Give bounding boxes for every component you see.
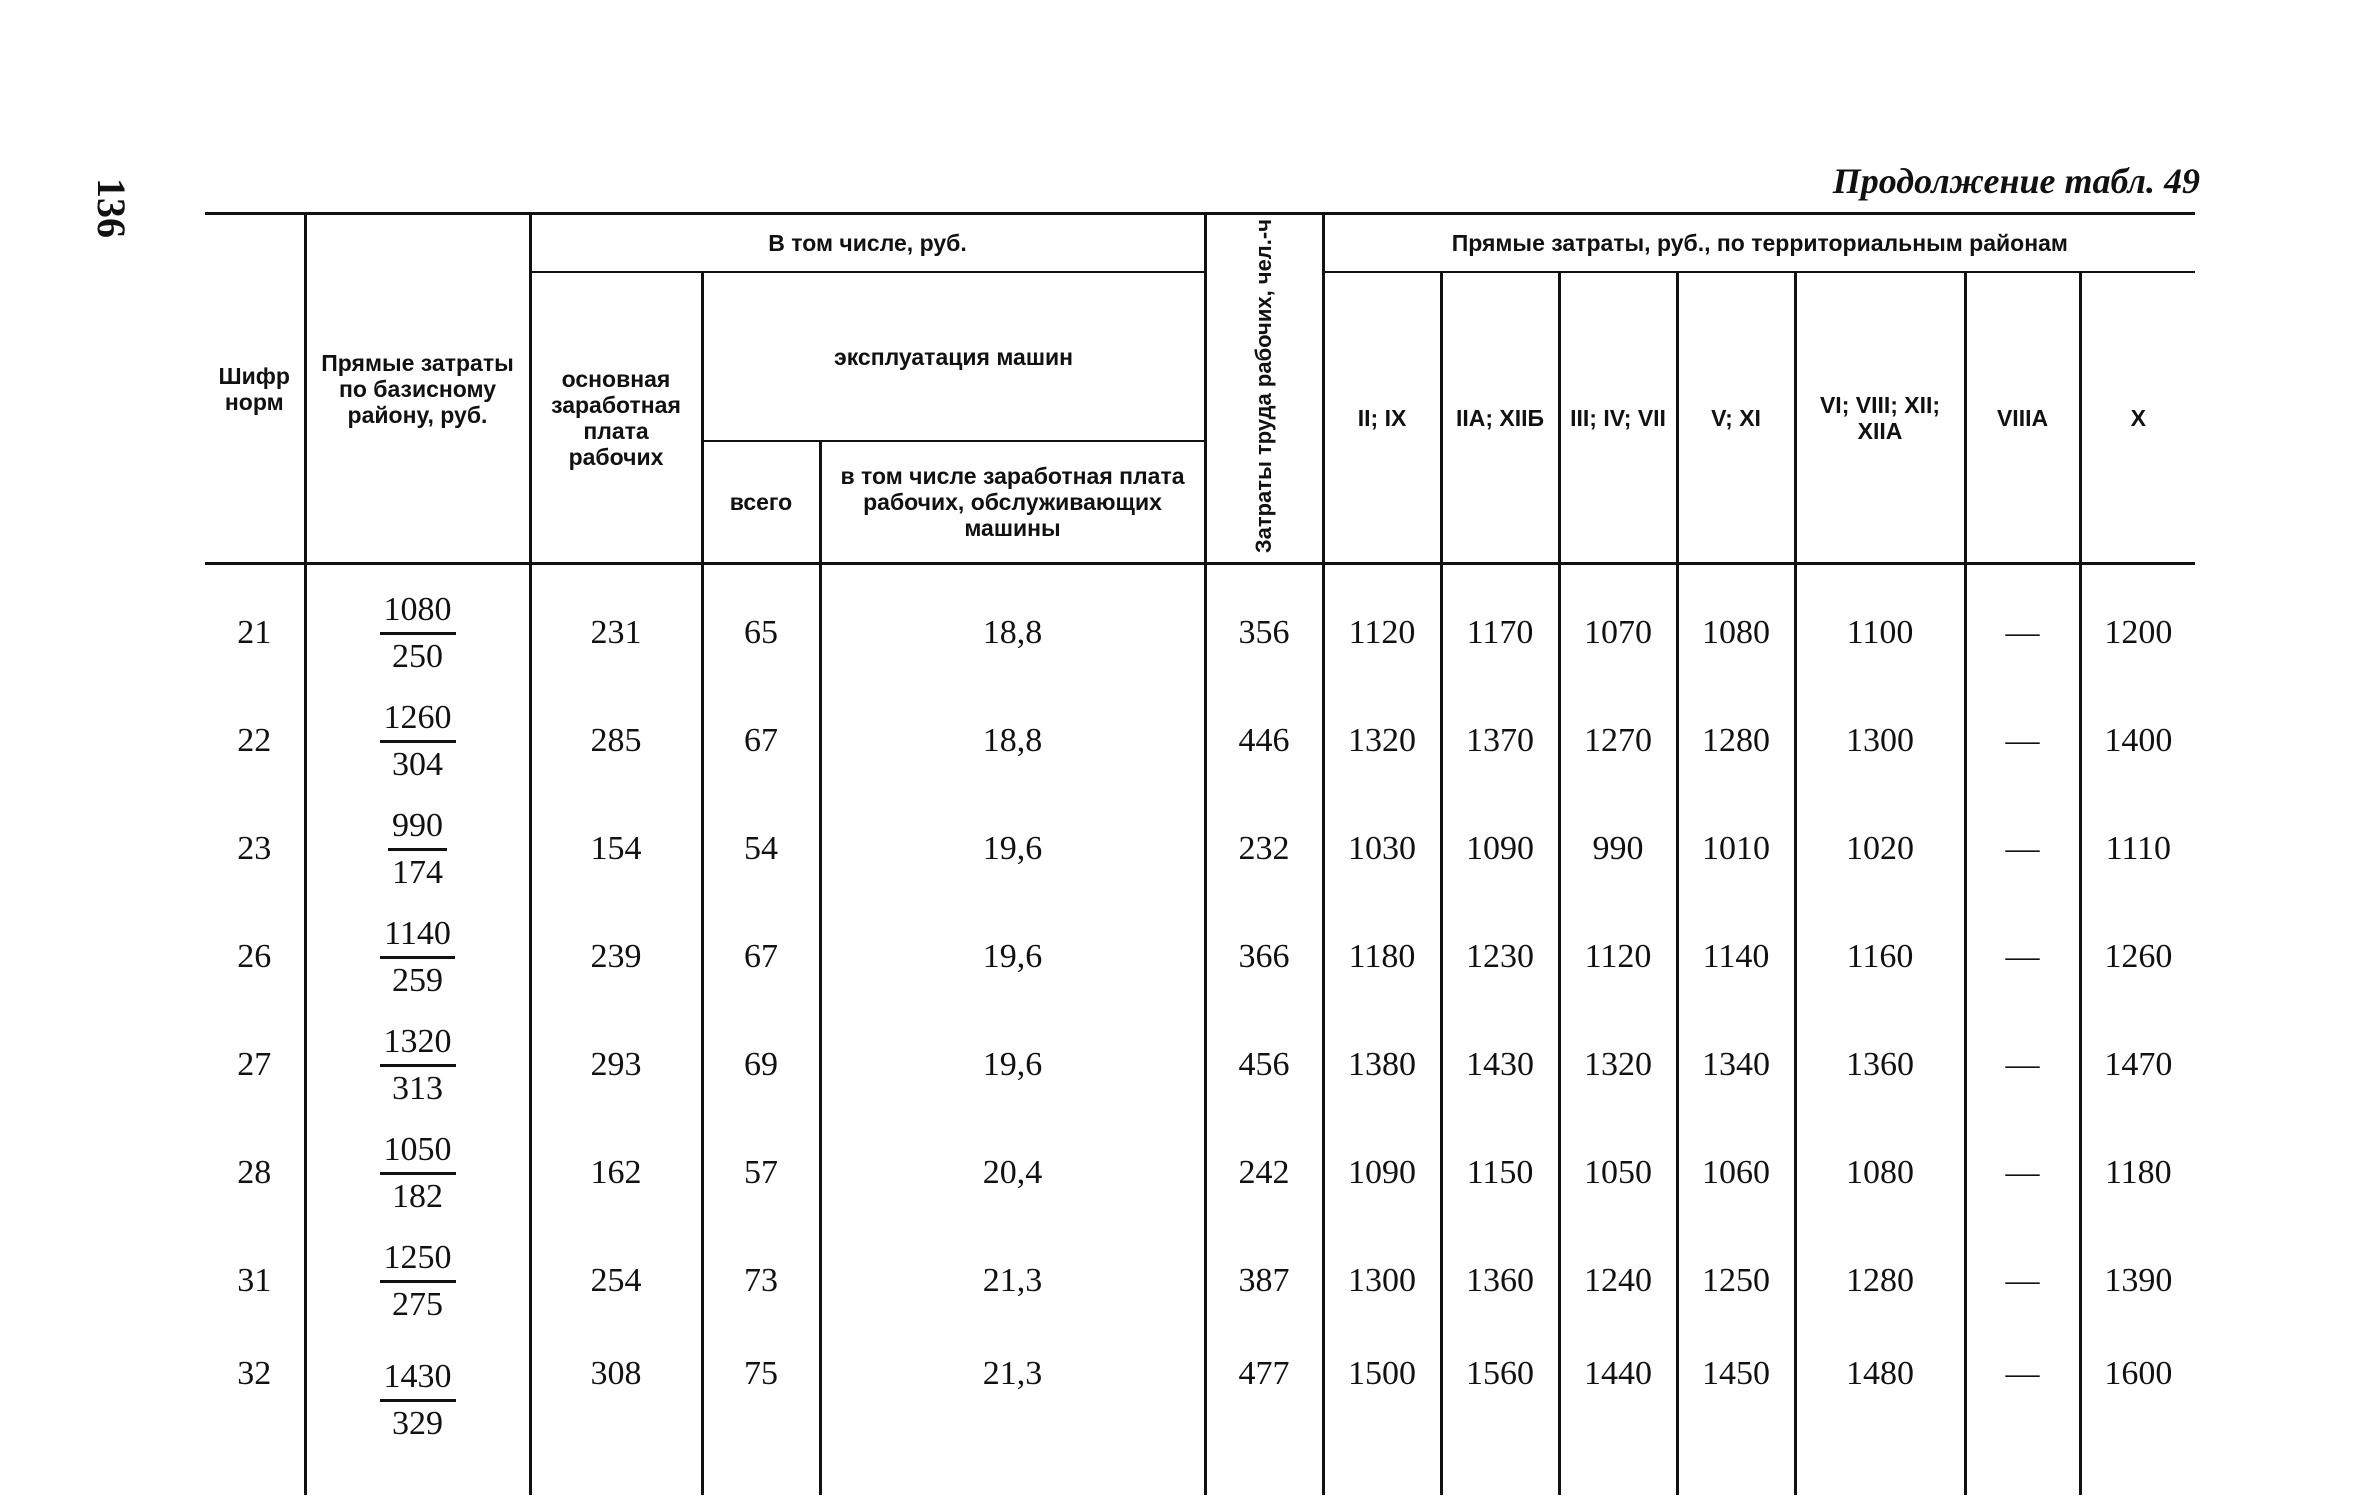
header-code: Шифр норм bbox=[205, 214, 305, 564]
cell-region-1: 1320 bbox=[1323, 687, 1441, 795]
cell-machine-wage: 18,8 bbox=[820, 687, 1205, 795]
page-number: 136 bbox=[89, 178, 134, 238]
cell-region-3: 1270 bbox=[1559, 687, 1677, 795]
cell-region-7: 1400 bbox=[2080, 687, 2195, 795]
cell-machine-total: 75 bbox=[702, 1335, 820, 1495]
cell-direct-base bbox=[305, 1335, 530, 1495]
cell-region-4: 1140 bbox=[1677, 903, 1795, 1011]
header-including: В том числе, руб. bbox=[530, 214, 1205, 273]
cell-region-6: — bbox=[1965, 795, 2080, 903]
cell-machine-total: 65 bbox=[702, 564, 820, 688]
cell-machine-wage: 19,6 bbox=[820, 795, 1205, 903]
cell-region-5: 1480 bbox=[1795, 1335, 1965, 1495]
header-machine-operation: эксплуатация машин bbox=[702, 272, 1205, 441]
cell-machine-wage: 20,4 bbox=[820, 1119, 1205, 1227]
fraction bbox=[380, 696, 456, 787]
table-row bbox=[205, 564, 2195, 688]
cell-region-5: 1280 bbox=[1795, 1227, 1965, 1335]
fraction-numerator: 990 bbox=[388, 804, 447, 851]
table-row bbox=[205, 795, 2195, 903]
fraction bbox=[380, 912, 455, 1003]
cell-direct-base bbox=[305, 903, 530, 1011]
fraction bbox=[380, 588, 456, 679]
cell-labor: 387 bbox=[1205, 1227, 1323, 1335]
table-row bbox=[205, 687, 2195, 795]
cell-machine-wage: 18,8 bbox=[820, 564, 1205, 688]
cell-code: 27 bbox=[205, 1011, 305, 1119]
cell-region-1: 1030 bbox=[1323, 795, 1441, 903]
cell-direct-base bbox=[305, 564, 530, 688]
cell-machine-total: 54 bbox=[702, 795, 820, 903]
header-region-2: IIА; XIIБ bbox=[1441, 272, 1559, 564]
fraction-denominator: 174 bbox=[392, 853, 443, 891]
cell-machine-total: 69 bbox=[702, 1011, 820, 1119]
cell-base-wage: 162 bbox=[530, 1119, 702, 1227]
fraction bbox=[388, 804, 447, 895]
cell-region-1: 1120 bbox=[1323, 564, 1441, 688]
cell-labor: 356 bbox=[1205, 564, 1323, 688]
fraction-numerator: 1140 bbox=[380, 912, 455, 959]
cell-region-5: 1100 bbox=[1795, 564, 1965, 688]
cell-direct-base bbox=[305, 687, 530, 795]
cell-region-3: 1120 bbox=[1559, 903, 1677, 1011]
cell-base-wage: 154 bbox=[530, 795, 702, 903]
cell-region-4: 1280 bbox=[1677, 687, 1795, 795]
cell-region-6: — bbox=[1965, 1011, 2080, 1119]
header-machine-total: всего bbox=[702, 441, 820, 564]
cell-region-5: 1300 bbox=[1795, 687, 1965, 795]
cell-region-4: 1450 bbox=[1677, 1335, 1795, 1495]
cell-code: 23 bbox=[205, 795, 305, 903]
cell-base-wage: 293 bbox=[530, 1011, 702, 1119]
cell-region-3: 1050 bbox=[1559, 1119, 1677, 1227]
cell-region-1: 1300 bbox=[1323, 1227, 1441, 1335]
table-body bbox=[205, 564, 2195, 1496]
table-caption: Продолжение табл. 49 bbox=[1832, 161, 2200, 201]
table-row bbox=[205, 1119, 2195, 1227]
cell-region-2: 1150 bbox=[1441, 1119, 1559, 1227]
cell-region-3: 1440 bbox=[1559, 1335, 1677, 1495]
header-labor bbox=[1205, 214, 1323, 564]
cell-code: 21 bbox=[205, 564, 305, 688]
cell-machine-wage: 21,3 bbox=[820, 1335, 1205, 1495]
cell-region-7: 1200 bbox=[2080, 564, 2195, 688]
cost-table-grid bbox=[205, 212, 2195, 1495]
cell-machine-total: 67 bbox=[702, 903, 820, 1011]
fraction-numerator: 1260 bbox=[380, 696, 456, 743]
fraction-numerator: 1430 bbox=[380, 1355, 456, 1402]
cell-region-3: 1320 bbox=[1559, 1011, 1677, 1119]
cell-region-5: 1020 bbox=[1795, 795, 1965, 903]
cell-region-6: — bbox=[1965, 1227, 2080, 1335]
cell-base-wage: 308 bbox=[530, 1335, 702, 1495]
cell-region-1: 1090 bbox=[1323, 1119, 1441, 1227]
cell-region-7: 1110 bbox=[2080, 795, 2195, 903]
cell-region-6: — bbox=[1965, 1335, 2080, 1495]
cost-table bbox=[205, 212, 2195, 1495]
fraction-numerator: 1050 bbox=[380, 1128, 456, 1175]
header-base-wage: основная заработная плата рабочих bbox=[530, 272, 702, 564]
cell-region-6: — bbox=[1965, 564, 2080, 688]
cell-machine-total: 73 bbox=[702, 1227, 820, 1335]
cell-machine-wage: 19,6 bbox=[820, 1011, 1205, 1119]
cell-code: 26 bbox=[205, 903, 305, 1011]
cell-region-6: — bbox=[1965, 903, 2080, 1011]
header-region-1: II; IX bbox=[1323, 272, 1441, 564]
cell-region-3: 1240 bbox=[1559, 1227, 1677, 1335]
fraction bbox=[380, 1020, 456, 1111]
cell-labor: 456 bbox=[1205, 1011, 1323, 1119]
fraction-numerator: 1320 bbox=[380, 1020, 456, 1067]
cell-base-wage: 239 bbox=[530, 903, 702, 1011]
cell-base-wage: 231 bbox=[530, 564, 702, 688]
fraction bbox=[380, 1355, 456, 1446]
cell-base-wage: 254 bbox=[530, 1227, 702, 1335]
cell-region-7: 1180 bbox=[2080, 1119, 2195, 1227]
cell-region-2: 1360 bbox=[1441, 1227, 1559, 1335]
cell-region-5: 1360 bbox=[1795, 1011, 1965, 1119]
table-row bbox=[205, 903, 2195, 1011]
cell-machine-wage: 19,6 bbox=[820, 903, 1205, 1011]
cell-region-2: 1430 bbox=[1441, 1011, 1559, 1119]
cell-labor: 242 bbox=[1205, 1119, 1323, 1227]
header-region-6: VIIIА bbox=[1965, 272, 2080, 564]
cell-region-4: 1080 bbox=[1677, 564, 1795, 688]
cell-direct-base bbox=[305, 1011, 530, 1119]
cell-region-2: 1230 bbox=[1441, 903, 1559, 1011]
table-header bbox=[205, 214, 2195, 564]
cell-region-4: 1250 bbox=[1677, 1227, 1795, 1335]
cell-labor: 446 bbox=[1205, 687, 1323, 795]
cell-region-6: — bbox=[1965, 687, 2080, 795]
cell-region-7: 1390 bbox=[2080, 1227, 2195, 1335]
cell-region-2: 1090 bbox=[1441, 795, 1559, 903]
cell-direct-base bbox=[305, 795, 530, 903]
cell-region-1: 1180 bbox=[1323, 903, 1441, 1011]
fraction-numerator: 1080 bbox=[380, 588, 456, 635]
cell-region-2: 1370 bbox=[1441, 687, 1559, 795]
table-row bbox=[205, 1011, 2195, 1119]
cell-direct-base bbox=[305, 1119, 530, 1227]
cell-region-2: 1560 bbox=[1441, 1335, 1559, 1495]
cell-region-7: 1470 bbox=[2080, 1011, 2195, 1119]
cell-base-wage: 285 bbox=[530, 687, 702, 795]
cell-region-1: 1500 bbox=[1323, 1335, 1441, 1495]
cell-region-2: 1170 bbox=[1441, 564, 1559, 688]
cell-region-7: 1600 bbox=[2080, 1335, 2195, 1495]
fraction-denominator: 250 bbox=[392, 637, 443, 675]
cell-labor: 477 bbox=[1205, 1335, 1323, 1495]
cell-region-3: 990 bbox=[1559, 795, 1677, 903]
cell-region-5: 1080 bbox=[1795, 1119, 1965, 1227]
header-region-7: X bbox=[2080, 272, 2195, 564]
header-territorial: Прямые затраты, руб., по территориальным районам bbox=[1323, 214, 2195, 273]
cell-region-4: 1010 bbox=[1677, 795, 1795, 903]
cell-machine-total: 67 bbox=[702, 687, 820, 795]
header-labor-text: Затраты труда рабочих, чел.-ч bbox=[1251, 219, 1277, 554]
cell-machine-total: 57 bbox=[702, 1119, 820, 1227]
cell-region-1: 1380 bbox=[1323, 1011, 1441, 1119]
cell-labor: 366 bbox=[1205, 903, 1323, 1011]
fraction-denominator: 304 bbox=[392, 745, 443, 783]
fraction bbox=[380, 1236, 456, 1327]
cell-code: 22 bbox=[205, 687, 305, 795]
fraction-numerator: 1250 bbox=[380, 1236, 456, 1283]
table-row bbox=[205, 1227, 2195, 1335]
cell-region-4: 1340 bbox=[1677, 1011, 1795, 1119]
fraction-denominator: 313 bbox=[392, 1069, 443, 1107]
cell-region-5: 1160 bbox=[1795, 903, 1965, 1011]
header-region-4: V; XI bbox=[1677, 272, 1795, 564]
cell-labor: 232 bbox=[1205, 795, 1323, 903]
cell-region-4: 1060 bbox=[1677, 1119, 1795, 1227]
cell-region-7: 1260 bbox=[2080, 903, 2195, 1011]
fraction-denominator: 182 bbox=[392, 1177, 443, 1215]
cell-machine-wage: 21,3 bbox=[820, 1227, 1205, 1335]
cell-code: 31 bbox=[205, 1227, 305, 1335]
header-direct-base: Прямые затраты по базисному району, руб. bbox=[305, 214, 530, 564]
fraction bbox=[380, 1128, 456, 1219]
header-machine-wage: в том числе заработная плата рабочих, обслуживающих машины bbox=[820, 441, 1205, 564]
cell-region-3: 1070 bbox=[1559, 564, 1677, 688]
table-row bbox=[205, 1335, 2195, 1495]
fraction-denominator: 329 bbox=[392, 1405, 443, 1443]
cell-region-6: — bbox=[1965, 1119, 2080, 1227]
cell-direct-base bbox=[305, 1227, 530, 1335]
cell-code: 32 bbox=[205, 1335, 305, 1495]
fraction-denominator: 259 bbox=[392, 961, 443, 999]
fraction-denominator: 275 bbox=[392, 1285, 443, 1323]
header-region-3: III; IV; VII bbox=[1559, 272, 1677, 564]
header-region-5: VI; VIII; XII; XIIА bbox=[1795, 272, 1965, 564]
cell-code: 28 bbox=[205, 1119, 305, 1227]
